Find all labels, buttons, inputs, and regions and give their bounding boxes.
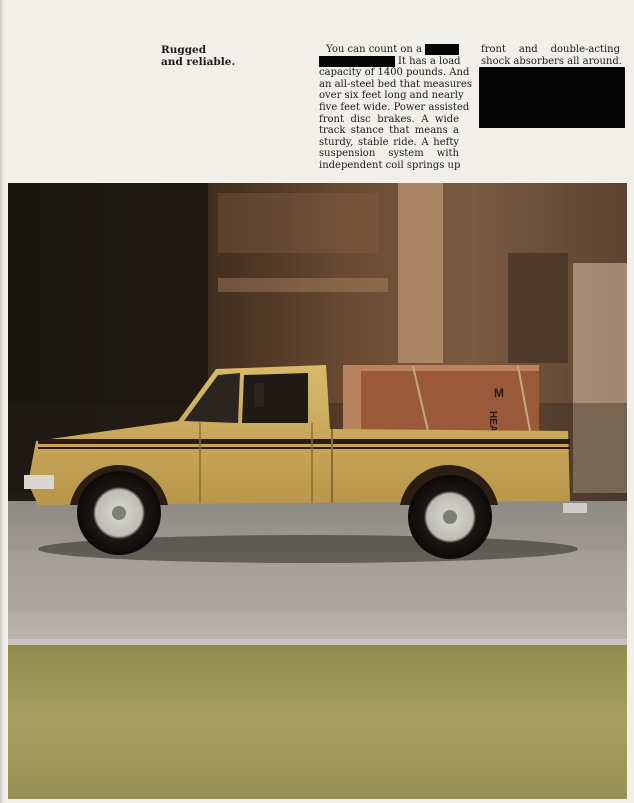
section-heading [161, 44, 281, 68]
body-line: track stance that means a [319, 125, 459, 137]
redaction-bar [425, 44, 459, 55]
body-column-2 [481, 44, 620, 67]
body-column-1 [319, 44, 472, 172]
heading-line-2: and reliable. [161, 56, 236, 68]
body-line: over six feet long and nearly [319, 90, 464, 102]
heading-line-1: Rugged [161, 44, 207, 56]
body-line: You can count on a [319, 44, 459, 56]
page-edge [0, 0, 4, 803]
body-line: five feet wide. Power assisted [319, 101, 470, 113]
redacted-image-block [479, 67, 625, 128]
body-line: capacity of 1400 pounds. And [319, 67, 470, 79]
body-line: sturdy, stable ride. A hefty [319, 136, 459, 148]
body-line: suspension system with [319, 148, 459, 160]
body-line: independent coil springs up [319, 159, 461, 171]
body-line: shock absorbers all around. [481, 55, 622, 67]
body-line: It has a load [319, 56, 459, 68]
crate-letter: M [494, 386, 504, 400]
body-line: an all-steel bed that measures [319, 78, 472, 90]
redaction-bar [319, 56, 395, 67]
body-line: front disc brakes. A wide [319, 113, 459, 125]
truck-photo [8, 183, 627, 799]
body-line: front and double-acting [481, 44, 620, 55]
